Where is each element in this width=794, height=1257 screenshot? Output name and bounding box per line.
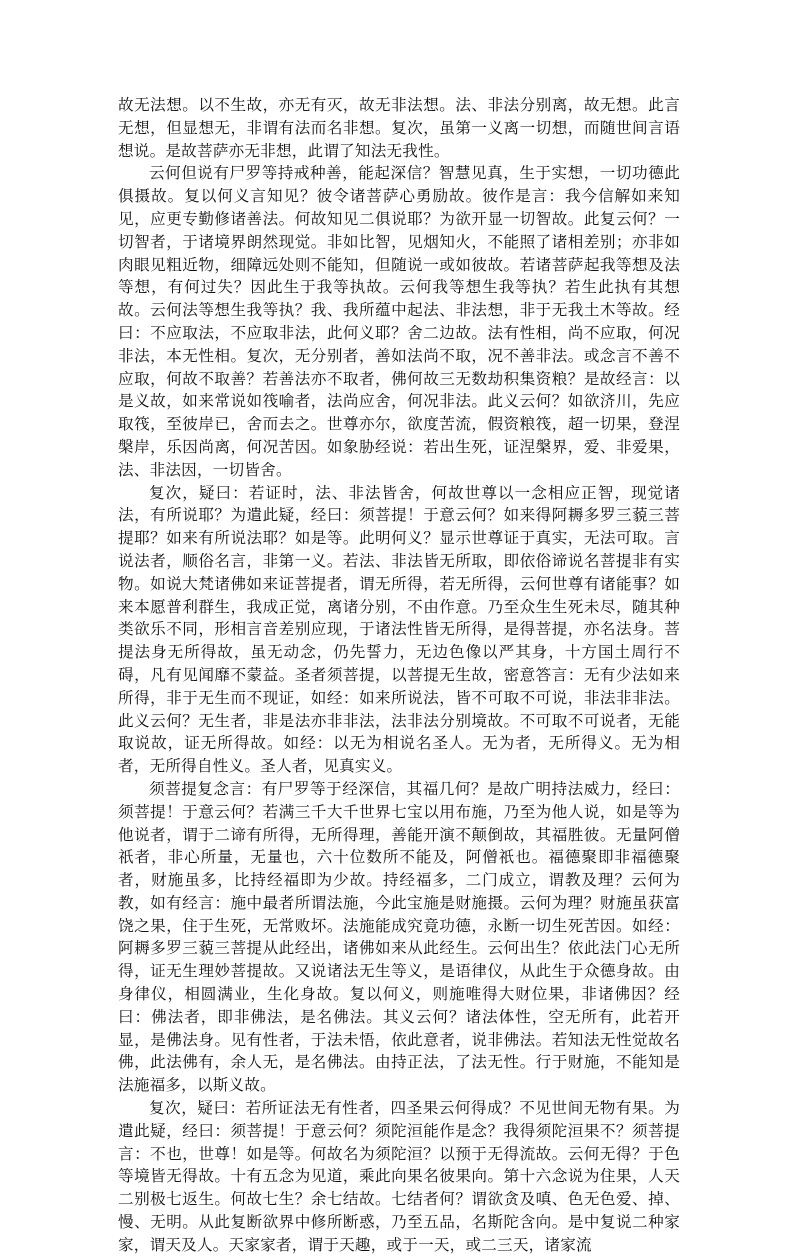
paragraph-1: 故无法想。以不生故，亦无有灭，故无非法想。法、非法分别离，故无想。此言无想，但显想无，非谓有法而名非想。复次，虽第一义离一切想，而随世间言语想说。是故菩萨亦无非想，此谓了知法无我性。: [118, 96, 680, 160]
paragraph-2: 云何但说有尸罗等持戒种善，能起深信？智慧见真，生于实想，一切功德此俱摄故。复以何义言知见？彼令诸菩萨心勇励故。彼作是言：我今信解如来知见，应更专勤修诸善法。何故知见二俱说耶？为欲开显一切智故。此复云何？一切智者，于诸境界朗然现觉。非如比智，见烟知火，不能照了诸相差别；亦非如肉眼见粗近物，细障远处则不能知，但随说一或如彼故。若诸菩萨起我等想及法等想，有何过失？因此生于我等执故。云何我等想生我等执？若生此执有其想故。云何法等想生我等执？我、我所蕴中起法、非法想，非于无我土木等故。经曰：不应取法，不应取非法，此何义耶？舍二边故。法有性相，尚不应取，何况非法，本无性相。复次，无分别者，善如法尚不取，况不善非法。或念言不善不应取，何故不取善？若善法亦不取者，佛何故三无数劫积集资粮？是故经言：以是义故，如来常说如筏喻者，法尚应舍，何况非法。此义云何？如欲济川，先应取筏，至彼岸已，舍而去之。世尊亦尔，欲度苦流，假资粮筏，超一切果，登涅槃岸，乐因尚离，何况苦因。如象胁经说：若出生死，证涅槃界，爱、非爱果，法、非法因，一切皆舍。: [118, 164, 680, 479]
paragraph-4: 须菩提复念言：有尸罗等于经深信，其福几何？是故广明持法威力，经曰：须菩提！于意云何？若满三千大千世界七宝以用布施，乃至为他人说，如是等为他说者，谓于二谛有所得，无所得理，善能开演不颠倒故，其福胜彼。无量阿僧祇者，非心所量，无量也，六十位数所不能及，阿僧祇也。福德聚即非福德聚者，财施虽多，比持经福即为少故。持经福多，二门成立，谓教及理？云何为教，如有经言：施中最者所谓法施，今此宝施是财施摄。云何为理？财施虽获富饶之果，住于生死，无常败坏。法施能成究竟功德，永断一切生死苦因。如经：阿耨多罗三藐三菩提从此经出，诸佛如来从此经生。云何出生？依此法门心无所得，证无生理妙菩提故。又说诸法无生等义，是语律仪，从此生于众德身故。由身律仪，相圆满业，生化身故。复以何义，则施唯得大财位果，非诸佛因？经曰：佛法者，即非佛法，是名佛法。其义云何？诸法体性，空无所有，此若开显，是佛法身。见有性者，于法未悟，依此意者，说非佛法。若知法无性觉故名佛，此法佛有，余人无，是名佛法。由持正法，了法无性。行于财施，不能知是法施福多，以斯义故。: [118, 779, 680, 1095]
paragraph-3: 复次，疑曰：若证时，法、非法皆舍，何故世尊以一念相应正智，现觉诸法，有所说耶？为遣此疑，经曰：须菩提！于意云何？如来得阿耨多罗三藐三菩提耶？如来有所说法耶？如是等。此明何义？显示世尊证于真实，无法可取。言说法者，顺俗名言，非第一义。若法、非法皆无所取，即依俗谛说名菩提非有实物。如说大梵诸佛如来证菩提者，谓无所得，若无所得，云何世尊有诸能事？如来本愿普利群生，我成正觉，离诸分别，不由作意。乃至众生生死未尽，随其种类欲乐不同，形相言音差别应现，于诸法性皆无所得，是得菩提，亦名法身。菩提法身无所得故，虽无动念，仍先誓力，无边色像以严其身，十方国土周行不碍，凡有见闻靡不蒙益。圣者须菩提，以菩提无生故，密意答言：无有少法如来所得，非于无生而不现证，如经：如来所说法，皆不可取不可说，非法非非法。此义云何？无生者，非是法亦非非法，法非法分别境故。不可取不可说者，无能取说故，证无所得故。如经：以无为相说名圣人。无为者，无所得义。无为相者，无所得自性义。圣人者，见真实义。: [118, 483, 680, 776]
document-page: [118, 94, 680, 1257]
paragraph-5: 复次，疑曰：若所证法无有性者，四圣果云何得成？不见世间无物有果。为遣此疑，经曰：须菩提！于意云何？须陀洹能作是念？我得须陀洹果不？须菩提言：不也，世尊！如是等。何故名为须陀洹？以预于无得流故。云何无得？于色等境皆无得故。十有五念为见道，乘此向果名彼果向。第十六念说为住果，人天二别极七返生。何故七生？余七结故。七结者何？谓欲贪及嗔、色无色爱、掉、慢、无明。从此复断欲界中修所断惑，乃至五品，名斯陀含向。是中复说二种家家，谓天及人。天家家者，谓于天趣，或于一天，或二三天，诸家流: [118, 1099, 680, 1254]
